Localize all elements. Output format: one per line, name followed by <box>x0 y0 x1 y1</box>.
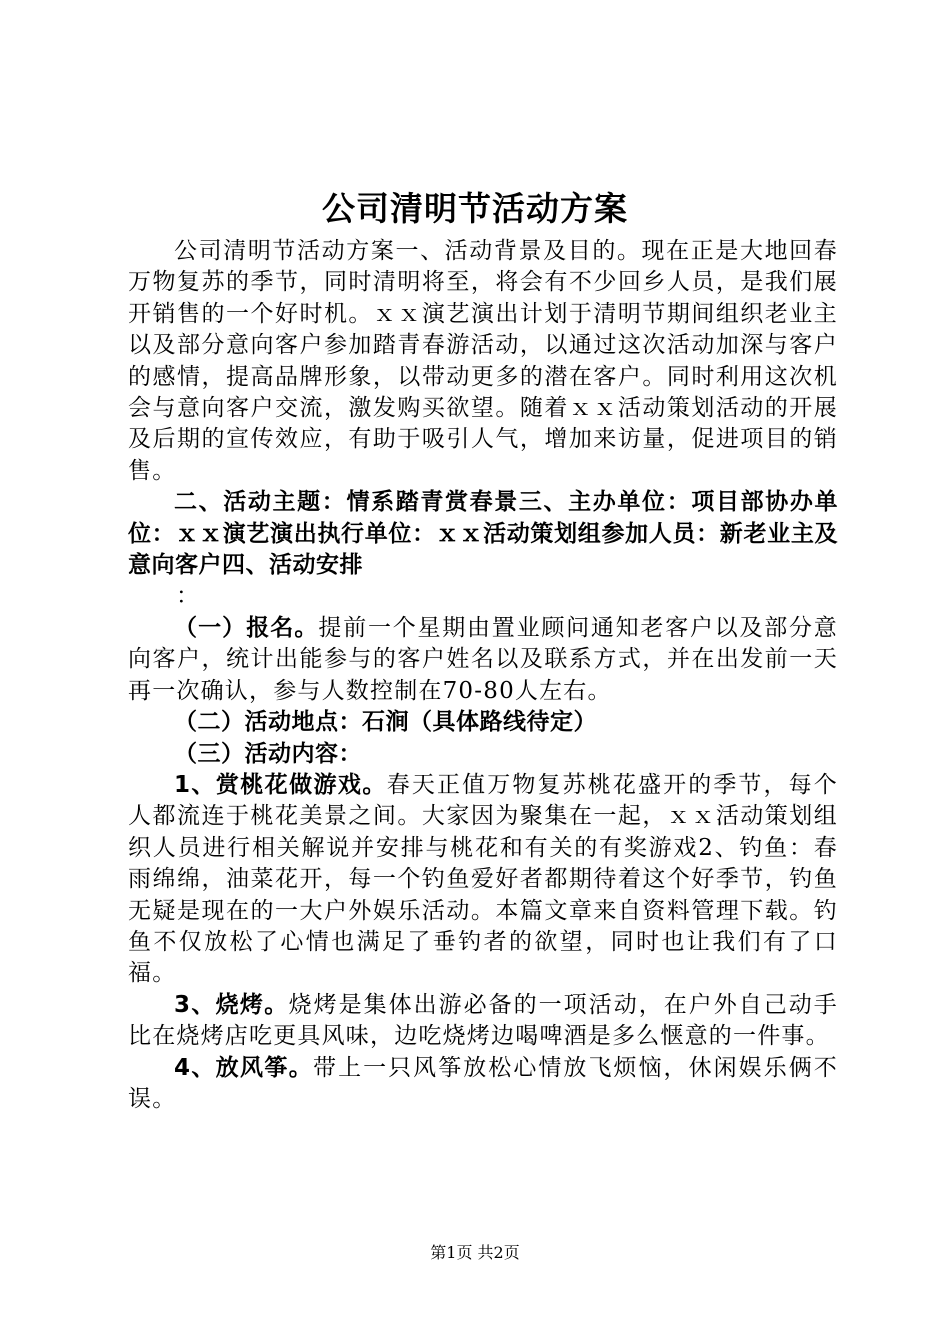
paragraph-kite <box>128 1053 838 1116</box>
registration-heading: （一）报名。 <box>174 614 319 641</box>
paragraph-peach-blossom <box>128 770 838 990</box>
paragraph-background: 公司清明节活动方案一、活动背景及目的。现在正是大地回春万物复苏的季节，同时清明将至，将会有不少回乡人员，是我们展开销售的一个好时机。ｘｘ演艺演出计划于清明节期间组织老业主以及部分意向客户参加踏青春游活动，以通过这次活动加深与客户的感情，提高品牌形象，以带动更多的潜在客户。同时利用这次机会与意向客户交流，激发购买欲望。随着ｘｘ活动策划活动的开展及后期的宣传效应，有助于吸引人气，增加来访量，促进项目的销售。 <box>128 238 838 484</box>
kite-text: 带上一只风筝放松心情放飞烦恼，休闲娱乐俩不误。 <box>128 1054 838 1112</box>
paragraph-theme-organizers: 二、活动主题：情系踏青赏春景三、主办单位：项目部协办单位：ｘｘ演艺演出执行单位：ｘｘ活动策划组参加人员：新老业主及意向客户四、活动安排 <box>128 489 838 579</box>
peach-blossom-heading: 1、赏桃花做游戏。 <box>174 771 387 798</box>
paragraph-colon: ： <box>176 583 201 610</box>
paragraph-registration <box>128 613 838 707</box>
barbecue-text: 烧烤是集体出游必备的一项活动，在户外自己动手比在烧烤店吃更具风味，边吃烧烤边喝啤酒是多么惬意的一件事。 <box>128 991 838 1050</box>
paragraph-location: （二）活动地点：石涧（具体路线待定） <box>174 709 597 736</box>
kite-heading: 4、放风筝。 <box>174 1054 314 1081</box>
page-footer: 第1页 共2页 <box>430 1243 520 1262</box>
registration-text: 提前一个星期由置业顾问通知老客户以及部分意向客户，统计出能参与的客户姓名以及联系方式，并在出发前一天再一次确认，参与人数控制在70-80人左右。 <box>128 614 839 704</box>
paragraph-barbecue <box>128 990 838 1053</box>
peach-blossom-text: 春天正值万物复苏桃花盛开的季节，每个人都流连于桃花美景之间。大家因为聚集在一起，ｘｘ活动策划组织人员进行相关解说并安排与桃花和有关的有奖游戏2、钓鱼：春雨绵绵，油菜花开，每一个钓鱼爱好者都期待着这个好季节，钓鱼无疑是现在的一大户外娱乐活动。本篇文章来自资料管理下载。钓鱼不仅放松了心情也满足了垂钓者的欲望，同时也让我们有了口福。 <box>128 771 838 987</box>
document-body <box>128 236 838 1115</box>
page-title: 公司清明节活动方案 <box>322 189 628 228</box>
barbecue-heading: 3、烧烤。 <box>174 991 289 1018</box>
paragraph-content-heading: （三）活动内容： <box>174 740 362 767</box>
